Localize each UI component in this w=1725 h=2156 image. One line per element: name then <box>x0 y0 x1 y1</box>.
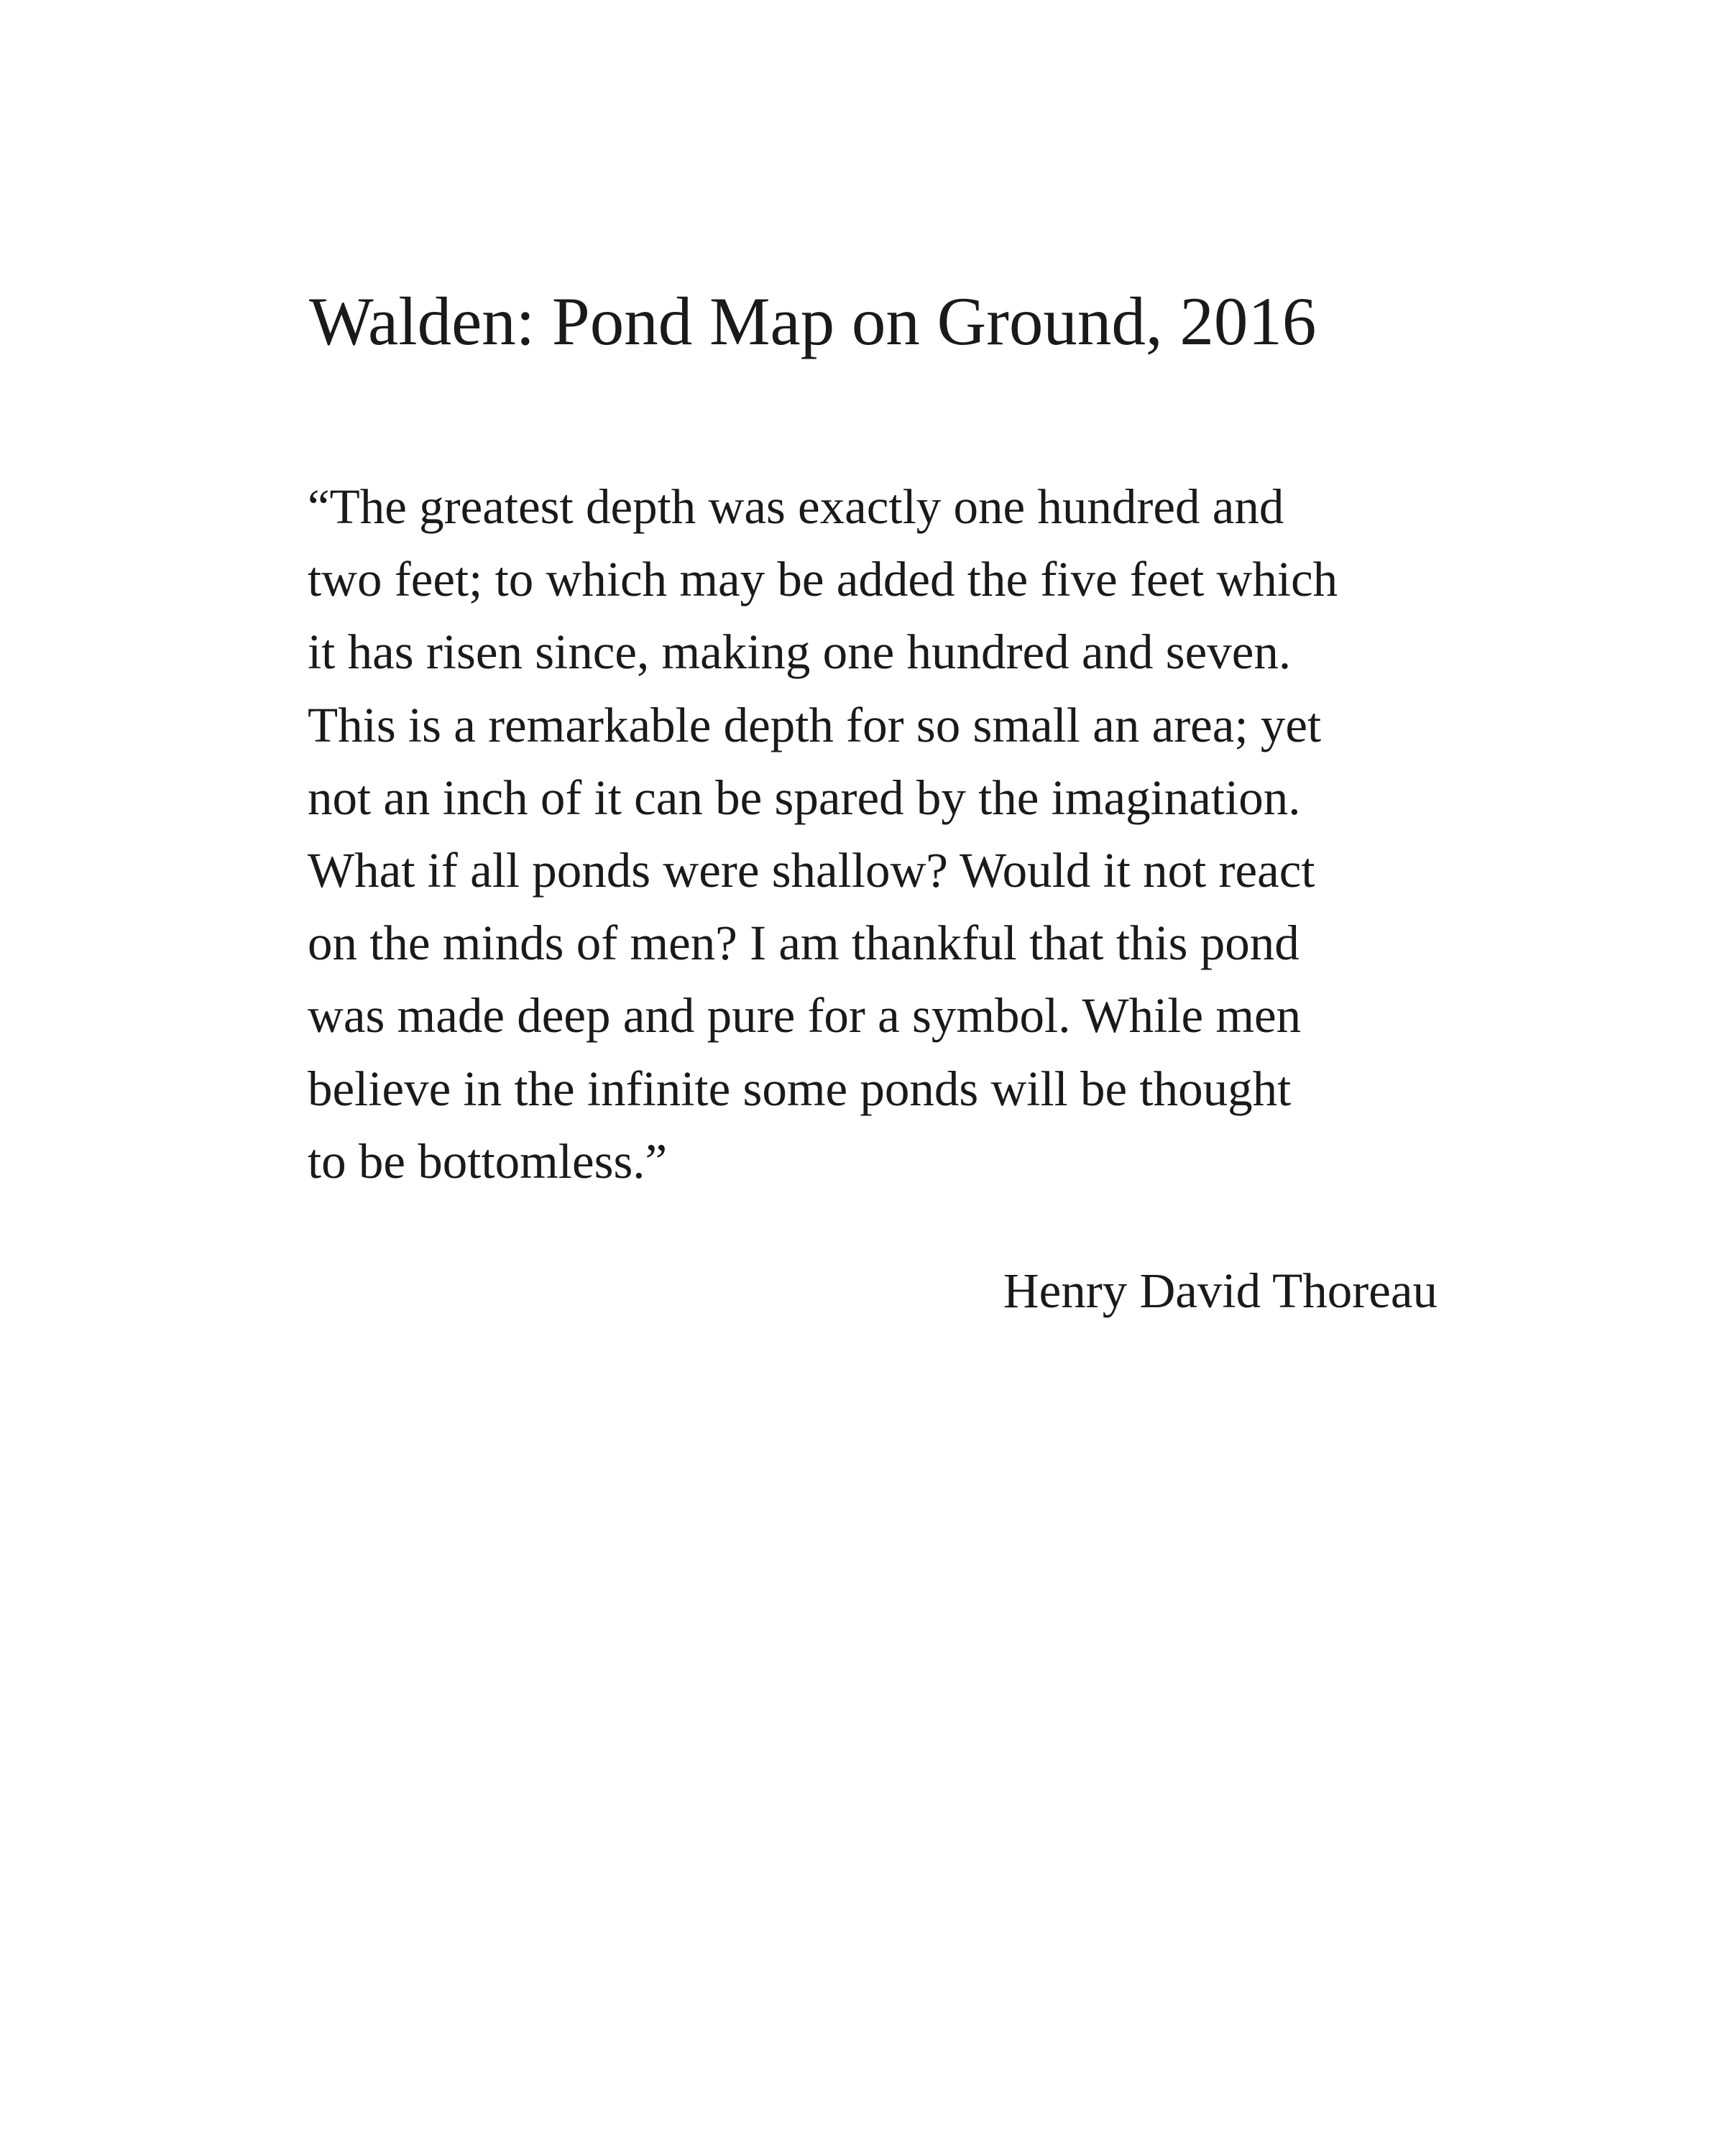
page-title: Walden: Pond Map on Ground, 2016 <box>309 283 1317 359</box>
quote-line: on the minds of men? I am thankful that this pond <box>308 916 1300 971</box>
quote-line: two feet; to which may be added the five feet which <box>308 552 1338 607</box>
quote-line: it has risen since, making one hundred and seven. <box>308 625 1292 680</box>
quote-author: Henry David Thoreau <box>1003 1263 1438 1318</box>
quote-line: What if all ponds were shallow? Would it not react <box>308 842 1315 898</box>
quote-line: was made deep and pure for a symbol. While men <box>308 988 1302 1044</box>
quote-line: “The greatest depth was exactly one hundred and <box>308 479 1284 534</box>
quote-line: to be bottomless.” <box>308 1133 668 1189</box>
quote-line: not an inch of it can be spared by the imagination. <box>308 770 1301 825</box>
quote-block <box>308 471 1458 1198</box>
quote-line: believe in the infinite some ponds will be thought <box>308 1061 1292 1116</box>
quote-line: This is a remarkable depth for so small an area; yet <box>308 697 1322 752</box>
